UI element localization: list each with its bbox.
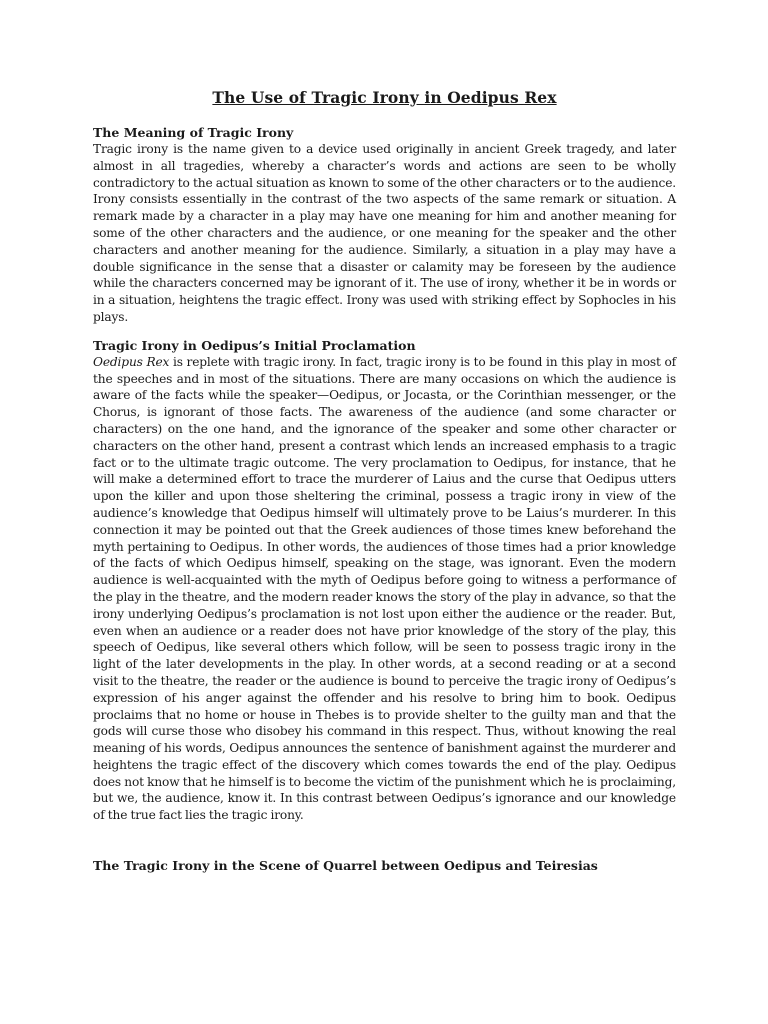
section-heading-meaning: The Meaning of Tragic Irony [93, 125, 294, 140]
section-spacer [93, 824, 676, 858]
document-page [93, 88, 676, 874]
document-title: The Use of Tragic Irony in Oedipus Rex [212, 88, 557, 107]
section-heading-quarrel: The Tragic Irony in the Scene of Quarrel between Oedipus and Teiresias [93, 858, 598, 874]
section-spacer [93, 326, 676, 338]
section-heading-proclamation: Tragic Irony in Oedipus’s Initial Proclamation [93, 337, 416, 353]
play-title-italic: Oedipus Rex [93, 354, 170, 369]
section-paragraph-proclamation [93, 354, 676, 824]
paragraph-body-text: is replete with tragic irony. In fact, tragic irony is to be found in this play in most of the speeches and in most of the situations. There are many occasions on which the audience is aware of the facts while the speaker—Oedipus, or Jocasta, or the Corinthian messenger, or the Chorus, is ignorant of those facts. The awareness of the audience (and some character or characters) on the one hand, and the ignorance of the speaker and some other character or characters on the other hand, present a contrast which lends an increased emphasis to a tragic fact or to the ultimate tragic outcome. The very proclamation to Oedipus, for instance, that he will make a determined effort to trace the murderer of Laius and the curse that Oedipus utters upon the killer and upon those sheltering the criminal, possess a tragic irony in view of the audience’s knowledge that Oedipus himself will ultimately prove to be Laius’s murderer. In this connection it may be pointed out that the Greek audiences of those times knew beforehand the myth pertaining to Oedipus. In other words, the audiences of those times had a prior knowledge of the facts of which Oedipus himself, speaking on the stage, was ignorant. Even the modern audience is well-acquainted with the myth of Oedipus before going to witness a performance of the play in the theatre, and the modern reader knows the story of the play in advance, so that the irony underlying Oedipus’s proclamation is not lost upon either the audience or the reader. But, even when an audience or a reader does not have prior knowledge of the story of the play, this speech of Oedipus, like several others which follow, will be seen to possess tragic irony in the light of the later developments in the play. In other words, at a second reading or at a second visit to the theatre, the reader or the audience is bound to perceive the tragic irony of Oedipus’s expression of his anger against the offender and his resolve to bring him to book. Oedipus proclaims that no home or house in Thebes is to provide shelter to the guilty man and that the gods will curse those who disobey his command in this respect. Thus, without knowing the real meaning of his words, Oedipus announces the sentence of banishment against the murderer and heightens the tragic effect of the discovery which comes towards the end of the play. Oedipus does not know that he himself is to become the victim of the punishment which he is proclaiming, but we, the audience, know it. In this contrast between Oedipus’s ignorance and our knowledge of the true fact lies the tragic irony. [93, 354, 676, 823]
section-paragraph-meaning: Tragic irony is the name given to a device used originally in ancient Greek tragedy, and later almost in all tragedies, whereby a character’s words and actions are seen to be wholly contradictory to the actual situation as known to some of the other characters or to the audience. Irony consists essentially in the contrast of the two aspects of the same remark or situation. A remark made by a character in a play may have one meaning for him and another meaning for some of the other characters and the audience, or one meaning for the speaker and the other characters and another meaning for the audience. Similarly, a situation in a play may have a double significance in the sense that a disaster or calamity may be foreseen by the audience while the characters concerned may be ignorant of it. The use of irony, whether it be in words or in a situation, heightens the tragic effect. Irony was used with striking effect by Sophocles in his plays. [93, 142, 676, 324]
